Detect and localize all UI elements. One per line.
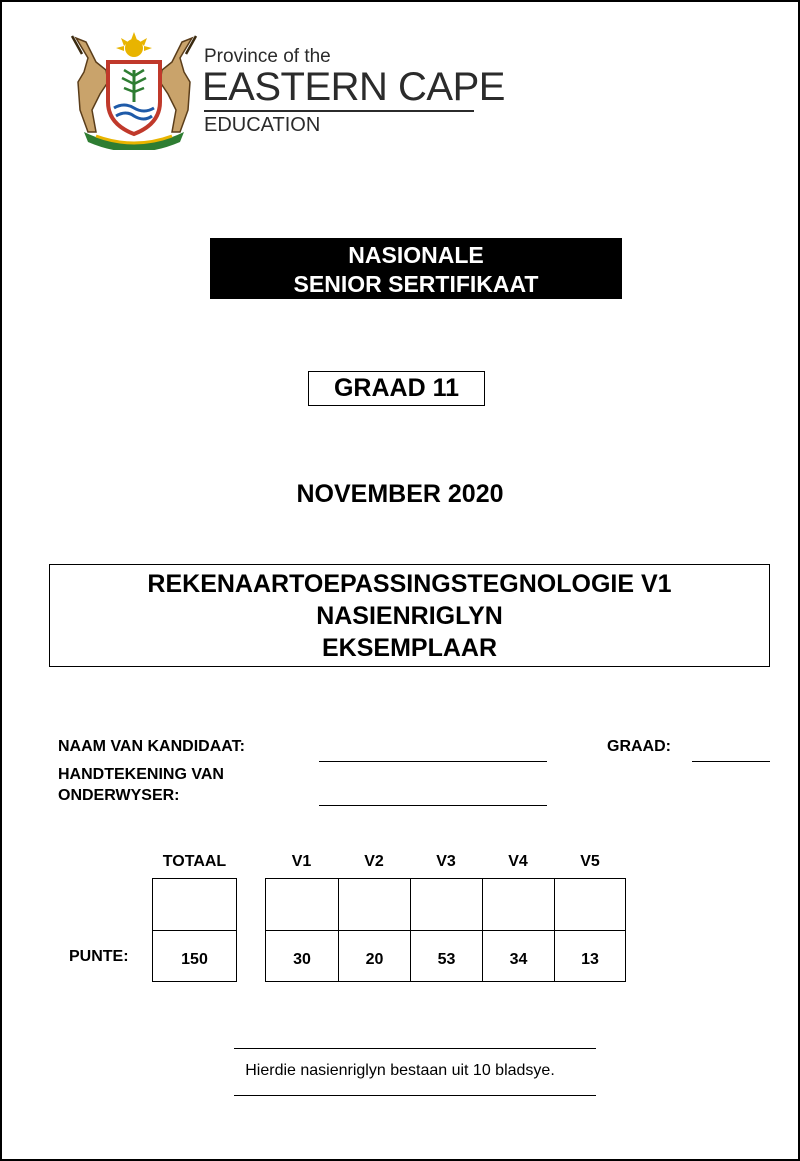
max-marks-cell: 20 [338, 930, 411, 982]
grade-title: GRAAD 11 [308, 371, 485, 406]
subject-subtitle: NASIENRIGLYN [316, 602, 503, 630]
column-header: V2 [364, 853, 384, 870]
logo-line-eastern-cape: EASTERN CAPE [202, 65, 505, 109]
footer-rule-top [234, 1048, 596, 1049]
marks-row-label: PUNTE: [69, 948, 129, 965]
max-marks-cell: 34 [482, 930, 555, 982]
max-marks-cell: 30 [265, 930, 339, 982]
subject-title: REKENAARTOEPASSINGSTEGNOLOGIE V1 [147, 570, 672, 598]
column-header: V4 [508, 853, 528, 870]
column-header: V5 [580, 853, 600, 870]
certificate-line-2: SENIOR SERTIFIKAAT [293, 271, 539, 297]
total-header: TOTAAL [162, 853, 227, 870]
logo-line-education: EDUCATION [204, 114, 321, 136]
logo-divider [204, 110, 474, 112]
score-cell[interactable] [338, 878, 411, 931]
eastern-cape-education-logo [66, 32, 505, 150]
score-cell[interactable] [554, 878, 626, 931]
signature-label-line-1: HANDTEKENING VAN [58, 766, 224, 783]
grade-line[interactable] [692, 761, 770, 762]
score-cell[interactable] [482, 878, 555, 931]
page-count-note: Hierdie nasienriglyn bestaan uit 10 bladsye. [245, 1062, 555, 1079]
grade-label: GRAAD: [607, 738, 671, 755]
signature-label-line-2: ONDERWYSER: [58, 787, 180, 804]
total-max-cell: 150 [152, 930, 237, 982]
exam-date: NOVEMBER 2020 [296, 480, 504, 508]
max-marks-cell: 13 [554, 930, 626, 982]
max-marks-cell: 53 [410, 930, 483, 982]
total-score-cell[interactable] [152, 878, 237, 931]
candidate-name-line[interactable] [319, 761, 547, 762]
footer-rule-bottom [234, 1095, 596, 1096]
column-header: V3 [436, 853, 456, 870]
subject-copy-label: EKSEMPLAAR [321, 634, 497, 662]
column-header: V1 [291, 853, 312, 870]
coat-of-arms-icon [66, 32, 202, 150]
candidate-name-label: NAAM VAN KANDIDAAT: [58, 738, 245, 755]
score-cell[interactable] [410, 878, 483, 931]
score-cell[interactable] [265, 878, 339, 931]
certificate-banner [210, 238, 622, 299]
subject-box [49, 564, 770, 667]
logo-line-province: Province of the [204, 46, 331, 67]
signature-line[interactable] [319, 805, 547, 806]
certificate-line-1: NASIONALE [348, 242, 484, 268]
